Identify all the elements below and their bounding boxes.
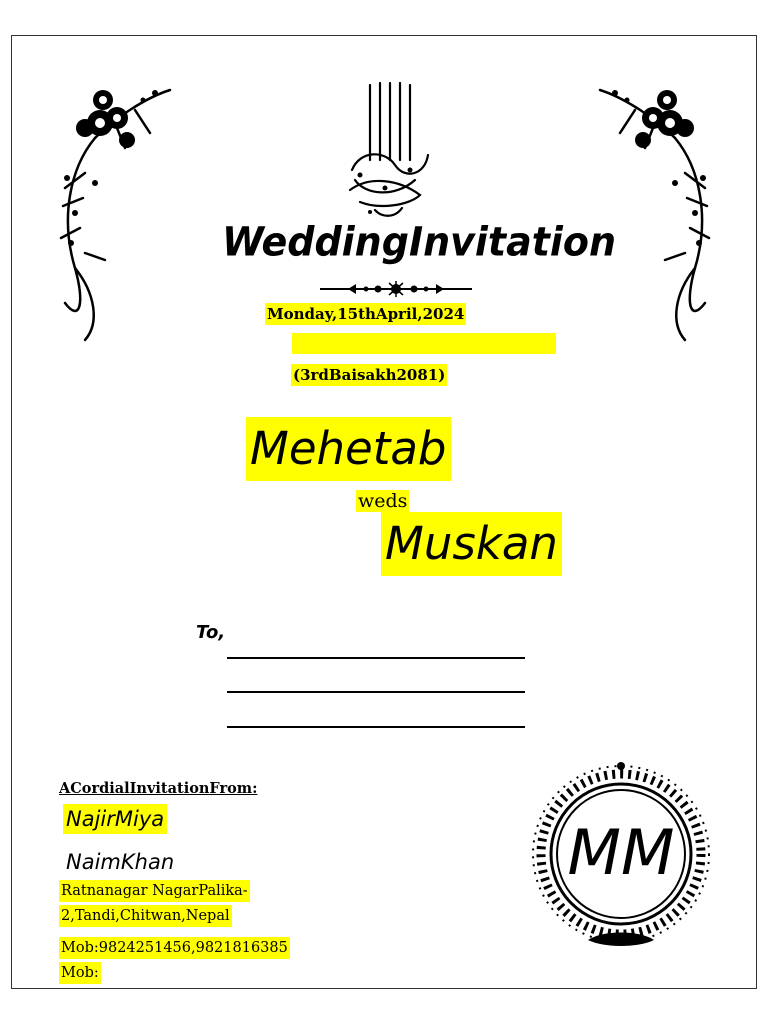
monogram-text: MM: [567, 816, 675, 889]
groom-name: Mehetab: [246, 417, 451, 481]
recipient-line-2: [227, 691, 525, 693]
address-line-1: Ratnanagar NagarPalika-: [59, 880, 250, 902]
address-line-2: 2,Tandi,Chitwan,Nepal: [59, 905, 232, 927]
host-name-1: NajirMiya: [63, 804, 167, 834]
floral-corner-right-icon: [595, 78, 715, 348]
highlighted-blank-line: [292, 333, 556, 354]
nepali-date: (3rdBaisakh2081): [293, 366, 446, 384]
divider-ornament-icon: [318, 279, 474, 299]
bride-name: Muskan: [381, 512, 562, 576]
invitation-title: WeddingInvitation: [222, 218, 617, 266]
mobile-line-1: Mob:9824251456,9821816385: [59, 937, 290, 959]
recipient-line-3: [227, 726, 525, 728]
from-label: ACordialInvitationFrom:: [59, 780, 258, 797]
monogram-wreath-icon: [528, 762, 714, 950]
recipient-line-1: [227, 657, 525, 659]
weds-label: weds: [358, 490, 408, 512]
event-date: Monday,15thApril,2024: [267, 305, 465, 323]
host-name-2: NaimKhan: [66, 850, 175, 874]
calligraphy-emblem-icon: [340, 80, 436, 222]
mobile-line-2: Mob:: [59, 962, 101, 984]
to-label: To,: [196, 622, 226, 643]
floral-corner-left-icon: [55, 78, 175, 348]
